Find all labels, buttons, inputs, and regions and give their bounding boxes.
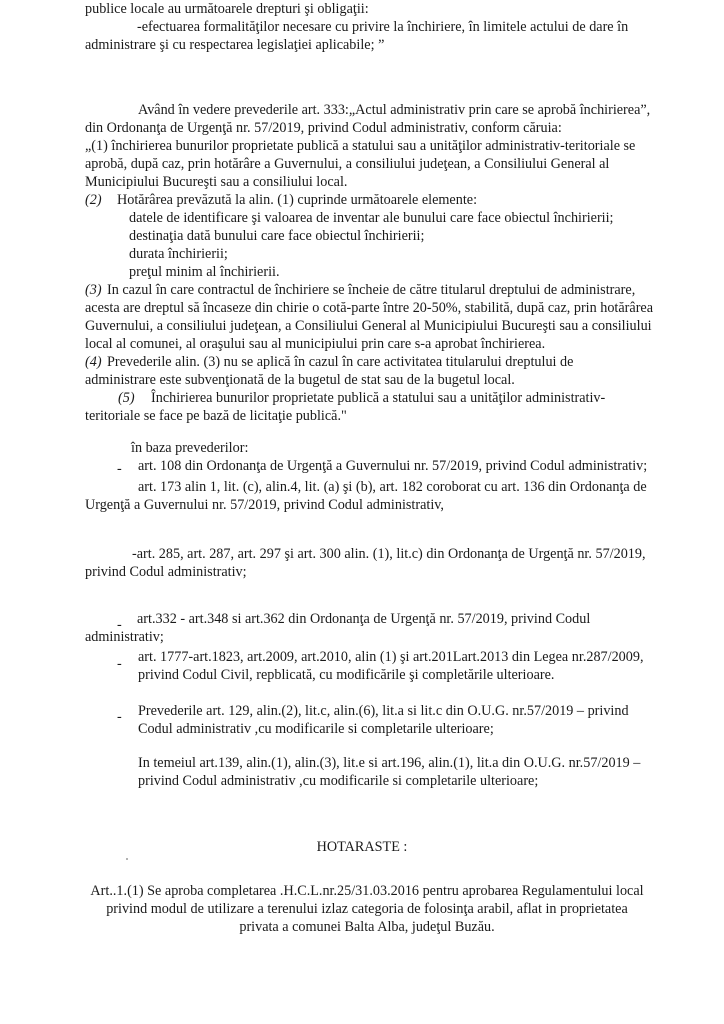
alin-3-line-4: local al comunei, al oraşului sau al municipiului prin care s-a aprobat închirierea. (85, 336, 546, 352)
baza-heading: în baza prevederilor: (131, 440, 249, 456)
alin-2-item-1: datele de identificare şi valoarea de inventar ale bunului care face obiectul închirierii; (129, 210, 614, 226)
alin-3-marker: (3) (85, 282, 102, 298)
alin-4-line-1 (85, 353, 645, 371)
baza-item-4 (85, 610, 645, 646)
avand-line-1: Având în vedere prevederile art. 333:„Actul administrativ prin care se aprobă închirierea”, (138, 102, 651, 118)
avand-line-3: „(1) închirierea bunurilor proprietate publică a statului sau a unităţilor administrativ-teritoriale se (85, 138, 636, 154)
article-1-line-3: privata a comunei Balta Alba, judeţul Buzău. (239, 919, 495, 935)
baza-item-5-line-1: art. 1777-art.1823, art.2009, art.2010, alin (1) şi art.201Lart.2013 din Legea nr.287/2009, (138, 649, 644, 665)
baza-item-3-line-1: -art. 285, art. 287, art. 297 şi art. 300 alin. (1), lit.c) din Ordonanţa de Urgenţă nr. 57/2019, (132, 546, 646, 562)
alin-5-line-1 (85, 389, 645, 407)
baza-item-5-line-2: privind Codul Civil, repblicată, cu modificările şi completările ulterioare. (138, 667, 555, 683)
alin-2-item-2: destinaţia dată bunului care face obiectul închirierii; (129, 228, 425, 244)
article-1-line-2: privind modul de utilizare a terenului izlaz categoria de folosinţa arabil, aflat in proprietatea (106, 901, 628, 917)
intro-line-2: -efectuarea formalităţilor necesare cu privire la închiriere, în limitele actului de dare în (137, 19, 629, 35)
article-1-line-1: Art..1.(1) Se aproba completarea .H.C.L.nr.25/31.03.2016 pentru aprobarea Regulamentului local (90, 883, 644, 899)
alin-3-line-3: Guvernului, a consiliului judeţean, a Consiliului General al Municipiului Bucureşti sau a consiliului (85, 318, 652, 334)
baza-item-6 (138, 702, 668, 738)
alin-2-item-4: preţul minim al închirierii. (129, 264, 280, 280)
bullet-dash-1: - (117, 461, 122, 477)
temei-line-2: privind Codul administrativ ,cu modificarile si completarile ulterioare; (138, 773, 539, 789)
alin-4-line-2: administrare este subvenţionată de la bugetul de stat sau de la bugetul local. (85, 372, 515, 388)
intro-line-3: administrare şi cu respectarea legislaţiei aplicabile; ” (85, 37, 385, 53)
avand-paragraph (85, 101, 651, 191)
intro-line-1: publice locale au următoarele drepturi şi obligaţii: (85, 1, 369, 17)
alin-2-item-3: durata închirierii; (129, 246, 228, 262)
baza-item-6-line-1: Prevederile art. 129, alin.(2), lit.c, alin.(6), lit.a si lit.c din O.U.G. nr.57/2019 – privind (138, 703, 629, 719)
baza-item-4-line-2: administrativ; (85, 629, 164, 645)
alin-2-text: Hotărârea prevăzută la alin. (1) cuprinde următoarele elemente: (117, 192, 478, 208)
avand-line-5: Municipiului Bucureşti sau a consiliului local. (85, 174, 348, 190)
baza-item-3 (85, 545, 645, 581)
bullet-dash-5: - (117, 656, 122, 672)
baza-item-2-line-2: Urgenţă a Guvernului nr. 57/2019, privind Codul administrativ, (85, 497, 444, 513)
hotaraste-heading: HOTARASTE : (316, 839, 408, 855)
alin-2-paragraph (85, 191, 645, 281)
baza-item-2-line-1: art. 173 alin 1, lit. (c), alin.4, lit. (a) şi (b), art. 182 coroborat cu art. 136 din Ordonanţa de (138, 479, 647, 495)
baza-item-2 (85, 478, 645, 514)
avand-line-2: din Ordonanţa de Urgenţă nr. 57/2019, privind Codul administrativ, conform căruia: (85, 120, 562, 136)
alin-3-text: In cazul în care contractul de închiriere se încheie de către titularul dreptului de administrare, (107, 282, 636, 298)
alin-2-line-1 (85, 191, 645, 209)
alin-5-line-2: teritoriale se face pe bază de licitaţie publică." (85, 408, 347, 424)
alin-3-paragraph (85, 281, 654, 353)
baza-item-4-line-1: art.332 - art.348 si art.362 din Ordonanţa de Urgenţă nr. 57/2019, privind Codul (137, 611, 591, 627)
baza-item-3-line-2: privind Codul administrativ; (85, 564, 247, 580)
intro-paragraph (85, 0, 645, 54)
alin-5-marker: (5) (118, 390, 135, 406)
alin-4-marker: (4) (85, 354, 102, 370)
baza-item-5 (138, 648, 668, 684)
temei-paragraph (138, 754, 668, 790)
bullet-dash-6: - (117, 709, 122, 725)
alin-2-marker: (2) (85, 192, 102, 208)
scan-speck (126, 858, 128, 860)
baza-item-1-line: art. 108 din Ordonanţa de Urgenţă a Guvernului nr. 57/2019, privind Codul administrativ; (138, 458, 648, 474)
temei-line-1: In temeiul art.139, alin.(1), alin.(3), lit.e si art.196, alin.(1), lit.a din O.U.G. nr.57/2019 – (138, 755, 641, 771)
alin-3-line-2: acesta are dreptul să încaseze din chirie o cotă-parte între 20-50%, stabilită, după caz, prin hotărârea (85, 300, 654, 316)
alin-4-text: Prevederile alin. (3) nu se aplică în cazul în care activitatea titularului dreptului de (107, 354, 574, 370)
alin-5-text: Închirierea bunurilor proprietate publică a statului sau a unităţilor administrativ- (151, 390, 606, 406)
alin-3-line-1 (85, 281, 645, 299)
avand-line-4: aprobă, după caz, prin hotărâre a Guvernului, a consiliului judeţean, a Consiliului General al (85, 156, 610, 172)
alin-4-paragraph (85, 353, 645, 389)
alin-5-paragraph (85, 389, 645, 425)
bullet-dash-4: - (117, 617, 122, 633)
baza-item-1 (138, 457, 658, 475)
baza-item-6-line-2: Codul administrativ ,cu modificarile si completarile ulterioare; (138, 721, 494, 737)
article-1 (62, 882, 672, 936)
